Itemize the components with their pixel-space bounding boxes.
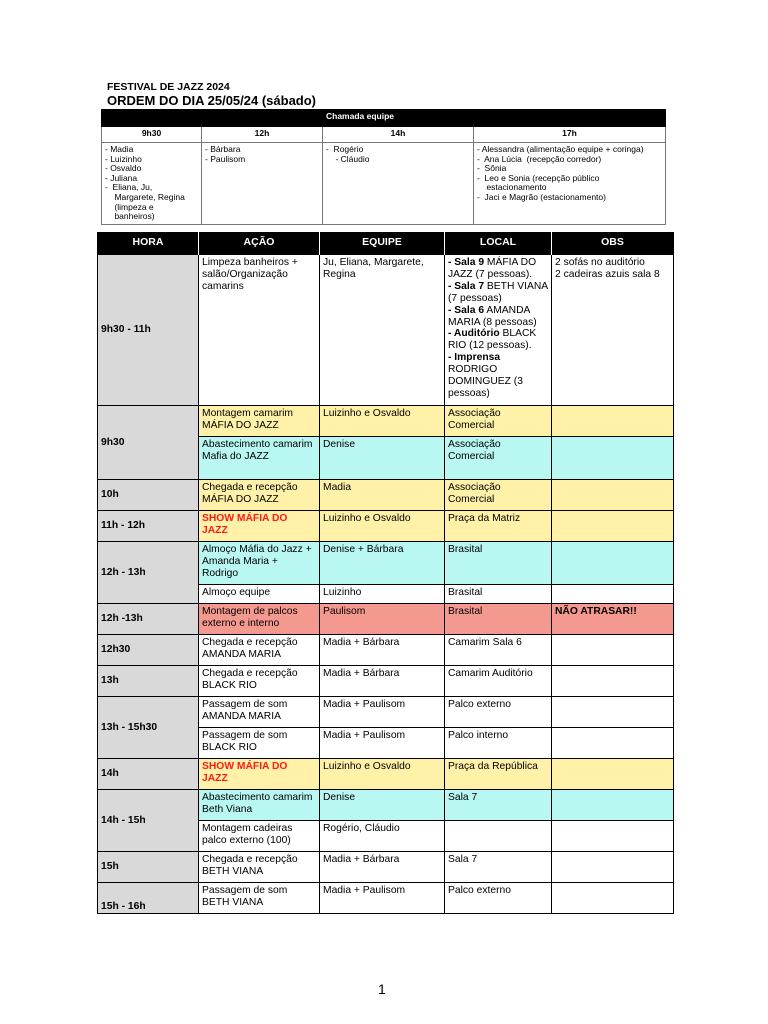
hora-cell: 12h30 [98,635,199,666]
table-row [98,480,674,511]
hora-cell: 10h [98,480,199,511]
acao-cell: Chegada e recepção BLACK RIO [199,666,320,697]
hora-cell: 14h - 15h [98,790,199,852]
equipe-cell: Luizinho e Osvaldo [320,759,445,790]
equipe-cell: Madia + Paulisom [320,697,445,728]
local-cell: Sala 7 [445,790,552,821]
hora-cell: 12h -13h [98,604,199,635]
list-item: - Paulisom [205,153,246,164]
table-row [98,406,674,437]
obs-line: 2 sofás no auditório [555,257,645,268]
equipe-cell: Rogério, Cláudio [320,821,445,852]
obs-cell [552,437,674,480]
local-text: RODRIGO DOMINGUEZ (3 pessoas) [448,364,523,399]
schedule-table [97,232,674,914]
local-cell: Brasital [445,542,552,585]
obs-cell [552,585,674,604]
obs-cell [552,480,674,511]
col-obs: OBS [552,232,674,255]
table-row [98,604,674,635]
local-label: - Imprensa [448,352,501,364]
chamada-times-row [102,127,666,143]
local-cell [445,821,552,852]
hora-cell: 9h30 [98,406,199,480]
col-local: LOCAL [445,232,552,255]
list-item: - Leo e Sonia (recepção público [477,172,600,183]
acao-cell: Chegada e recepção MÁFIA DO JAZZ [199,480,320,511]
local-text: AMANDA MARIA (8 pessoas) [448,304,537,328]
local-text: BETH VIANA (7 pessoas) [448,280,548,304]
obs-cell [552,790,674,821]
table-row [98,635,674,666]
list-item: - Madia [105,144,134,154]
equipe-cell: Denise [320,790,445,821]
page-number: 1 [378,981,386,997]
list-item: Margarete, Regina [105,191,185,202]
local-cell: Associação Comercial [445,437,552,480]
local-cell: Palco interno [445,728,552,759]
table-row [98,883,674,914]
equipe-cell: Denise + Bárbara [320,542,445,585]
acao-cell: Almoço Máfia do Jazz + Amanda Maria + Rodrigo [199,542,320,585]
time-17h: 17h [474,127,666,143]
team-14h [323,143,474,225]
acao-cell: Montagem camarim MÁFIA DO JAZZ [199,406,320,437]
local-cell: Brasital [445,604,552,635]
list-item: banheiros) [105,211,155,222]
ordem-do-dia-title: ORDEM DO DIA 25/05/24 (sábado) [107,93,317,108]
list-item: - Cláudio [326,153,370,164]
table-row [98,255,674,406]
time-14h: 14h [323,127,474,143]
list-item: - Rogério [326,144,364,154]
obs-cell: NÃO ATRASAR!! [552,604,674,635]
local-cell: Associação Comercial [445,406,552,437]
acao-cell: Chegada e recepção BETH VIANA [199,852,320,883]
col-equipe: EQUIPE [320,232,445,255]
table-row [98,511,674,542]
acao-cell: Limpeza banheiros + salão/Organização camarins [199,255,320,406]
hora-cell: 15h - 16h [98,883,199,914]
obs-cell [552,852,674,883]
obs-cell [552,406,674,437]
local-label: - Sala 6 [448,304,485,316]
acao-cell: SHOW MÁFIA DO JAZZ [199,511,320,542]
acao-cell: Abastecimento camarim Beth Viana [199,790,320,821]
local-label: - Sala 7 [448,280,485,292]
obs-line: 2 cadeiras azuis sala 8 [555,268,660,280]
local-cell: Palco externo [445,697,552,728]
acao-cell: Montagem cadeiras palco externo (100) [199,821,320,852]
festival-title: FESTIVAL DE JAZZ 2024 [107,81,230,93]
acao-cell: Abastecimento camarim Mafia do JAZZ [199,437,320,480]
schedule-header-row [98,232,674,255]
equipe-cell: Madia [320,480,445,511]
team-12h [202,143,323,225]
obs-cell [552,666,674,697]
table-row [98,697,674,728]
team-9h30 [102,143,202,225]
hora-cell: 12h - 13h [98,542,199,604]
equipe-cell: Luizinho [320,585,445,604]
col-acao: AÇÃO [199,232,320,255]
acao-cell: Chegada e recepção AMANDA MARIA [199,635,320,666]
acao-cell: Passagem de som BETH VIANA [199,883,320,914]
local-cell [445,255,552,406]
equipe-cell: Ju, Eliana, Margarete, Regina [320,255,445,406]
obs-cell [552,883,674,914]
acao-cell: Montagem de palcos externo e interno [199,604,320,635]
hora-cell: 14h [98,759,199,790]
chamada-list-row [102,143,666,225]
local-text: MÁFIA DO JAZZ (7 pessoas). [448,257,537,280]
list-item: - Juliana [105,172,138,183]
obs-cell [552,542,674,585]
equipe-cell: Denise [320,437,445,480]
local-cell: Brasital [445,585,552,604]
hora-cell: 9h30 - 11h [98,255,199,406]
obs-cell [552,255,674,406]
acao-cell: SHOW MÁFIA DO JAZZ [199,759,320,790]
list-item: - Alessandra (alimentação equipe + coringa) [477,144,644,154]
local-text: BLACK RIO (12 pessoas). [448,328,537,352]
hora-cell: 13h - 15h30 [98,697,199,759]
list-item: - Eliana, Ju, [105,182,153,193]
local-cell: Praça da Matriz [445,511,552,542]
obs-cell [552,511,674,542]
team-17h [474,143,666,225]
obs-cell [552,728,674,759]
equipe-cell: Madia + Bárbara [320,635,445,666]
local-cell: Camarim Auditório [445,666,552,697]
col-hora: HORA [98,232,199,255]
equipe-cell: Madia + Paulisom [320,883,445,914]
list-item: estacionamento [477,182,547,193]
obs-cell [552,759,674,790]
equipe-cell: Madia + Paulisom [320,728,445,759]
local-cell: Praça da República [445,759,552,790]
local-cell: Associação Comercial [445,480,552,511]
list-item: - Osvaldo [105,163,142,174]
local-cell: Sala 7 [445,852,552,883]
equipe-cell: Madia + Bárbara [320,852,445,883]
chamada-header-row [102,110,666,127]
obs-cell [552,635,674,666]
list-item: - Sônia [477,163,507,174]
list-item: - Bárbara [205,144,241,154]
list-item: - Luizinho [105,153,142,164]
table-row [98,542,674,585]
hora-cell: 11h - 12h [98,511,199,542]
equipe-cell: Luizinho e Osvaldo [320,511,445,542]
table-row [98,852,674,883]
equipe-cell: Paulisom [320,604,445,635]
time-12h: 12h [202,127,323,143]
equipe-cell: Madia + Bárbara [320,666,445,697]
local-cell: Palco externo [445,883,552,914]
acao-cell: Passagem de som AMANDA MARIA [199,697,320,728]
acao-cell: Passagem de som BLACK RIO [199,728,320,759]
time-9h30: 9h30 [102,127,202,143]
chamada-equipe-table [101,109,666,225]
list-item: (limpeza e [105,201,154,212]
obs-cell [552,821,674,852]
acao-cell: Almoço equipe [199,585,320,604]
local-cell: Camarim Sala 6 [445,635,552,666]
obs-cell [552,697,674,728]
hora-cell: 13h [98,666,199,697]
hora-cell: 15h [98,852,199,883]
chamada-title: Chamada equipe [323,110,666,127]
local-label: - Auditório [448,328,500,340]
table-row [98,790,674,821]
table-row [98,666,674,697]
equipe-cell: Luizinho e Osvaldo [320,406,445,437]
list-item: - Jaci e Magrão (estacionamento) [477,191,606,202]
table-row [98,759,674,790]
local-label: - Sala 9 [448,257,485,268]
list-item: - Ana Lúcia (recepção corredor) [477,153,602,164]
